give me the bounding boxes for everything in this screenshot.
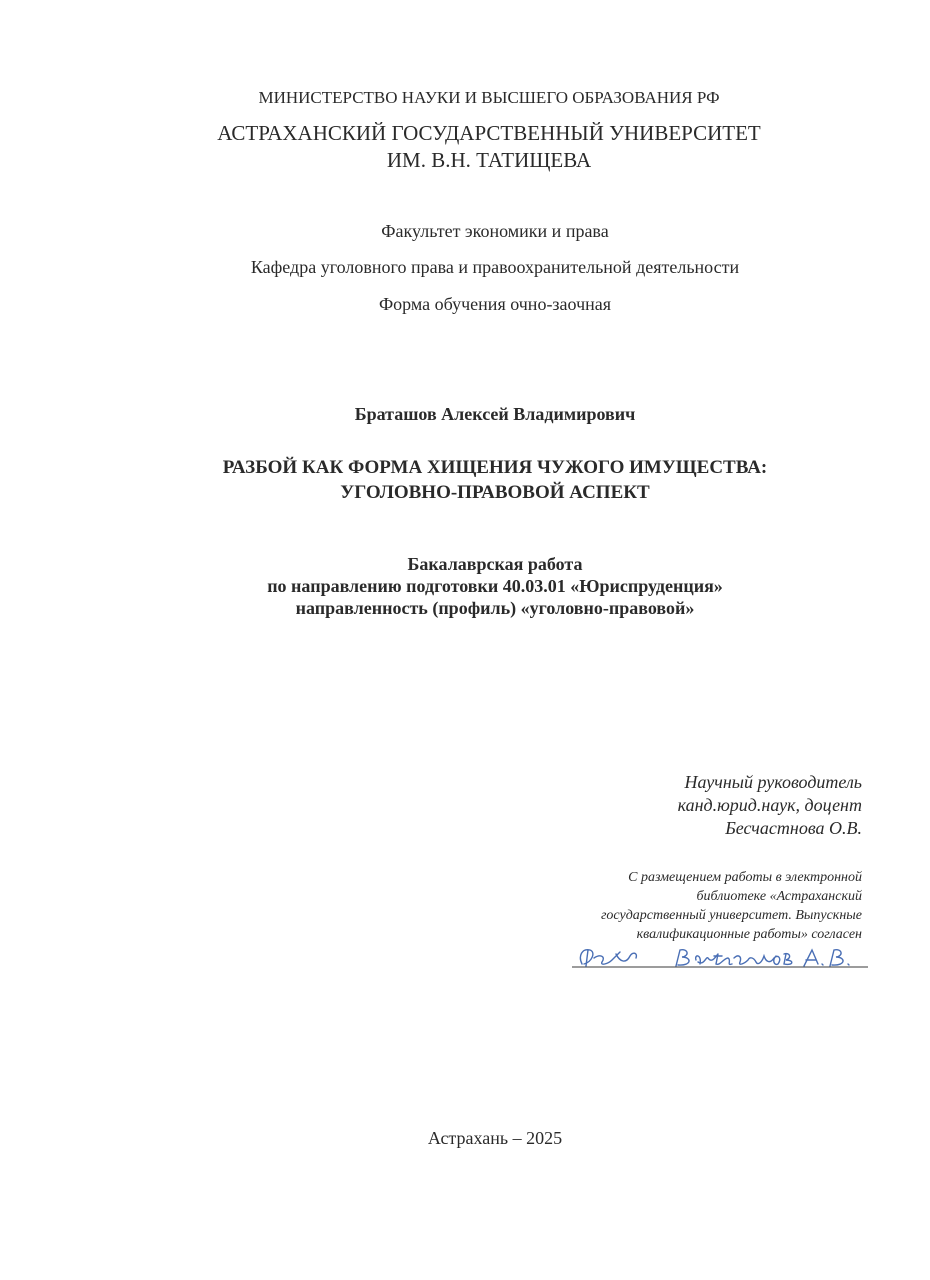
- supervisor-name: Бесчастнова О.В.: [725, 818, 862, 838]
- thesis-title-line2: УГОЛОВНО-ПРАВОВОЙ АСПЕКТ: [340, 482, 650, 503]
- work-direction: по направлению подготовки 40.03.01 «Юриспруденция»: [267, 576, 723, 596]
- thesis-title-line1: РАЗБОЙ КАК ФОРМА ХИЩЕНИЯ ЧУЖОГО ИМУЩЕСТВА:: [222, 457, 768, 478]
- university-name-line2: ИМ. В.Н. ТАТИЩЕВА: [386, 148, 592, 172]
- university-name-line1: АСТРАХАНСКИЙ ГОСУДАРСТВЕННЫЙ УНИВЕРСИТЕТ: [217, 121, 761, 145]
- consent-line4: квалификационные работы» согласен: [636, 927, 862, 942]
- city-year: Астрахань – 2025: [427, 1128, 563, 1148]
- work-type: Бакалаврская работа: [407, 554, 583, 574]
- university-name: [24, 120, 930, 174]
- library-consent: [601, 868, 862, 944]
- handwritten-signature: [572, 942, 868, 974]
- supervisor-block: [678, 771, 862, 840]
- supervisor-degree: канд.юрид.наук, доцент: [677, 795, 862, 815]
- ministry-heading: МИНИСТЕРСТВО НАУКИ И ВЫСШЕГО ОБРАЗОВАНИЯ РФ: [258, 88, 720, 107]
- department: Кафедра уголовного права и правоохранительной деятельности: [250, 257, 740, 277]
- work-profile: направленность (профиль) «уголовно-правовой»: [295, 598, 695, 618]
- consent-line2: библиотеке «Астраханский: [696, 889, 862, 904]
- supervisor-role: Научный руководитель: [684, 772, 862, 792]
- thesis-title: [30, 455, 930, 505]
- author-name: Браташов Алексей Владимирович: [354, 404, 636, 424]
- consent-line3: государственный университет. Выпускные: [600, 908, 862, 923]
- study-form: Форма обучения очно-заочная: [378, 294, 612, 314]
- faculty: Факультет экономики и права: [381, 221, 609, 241]
- consent-line1: С размещением работы в электронной: [628, 870, 862, 885]
- work-description: [30, 553, 930, 619]
